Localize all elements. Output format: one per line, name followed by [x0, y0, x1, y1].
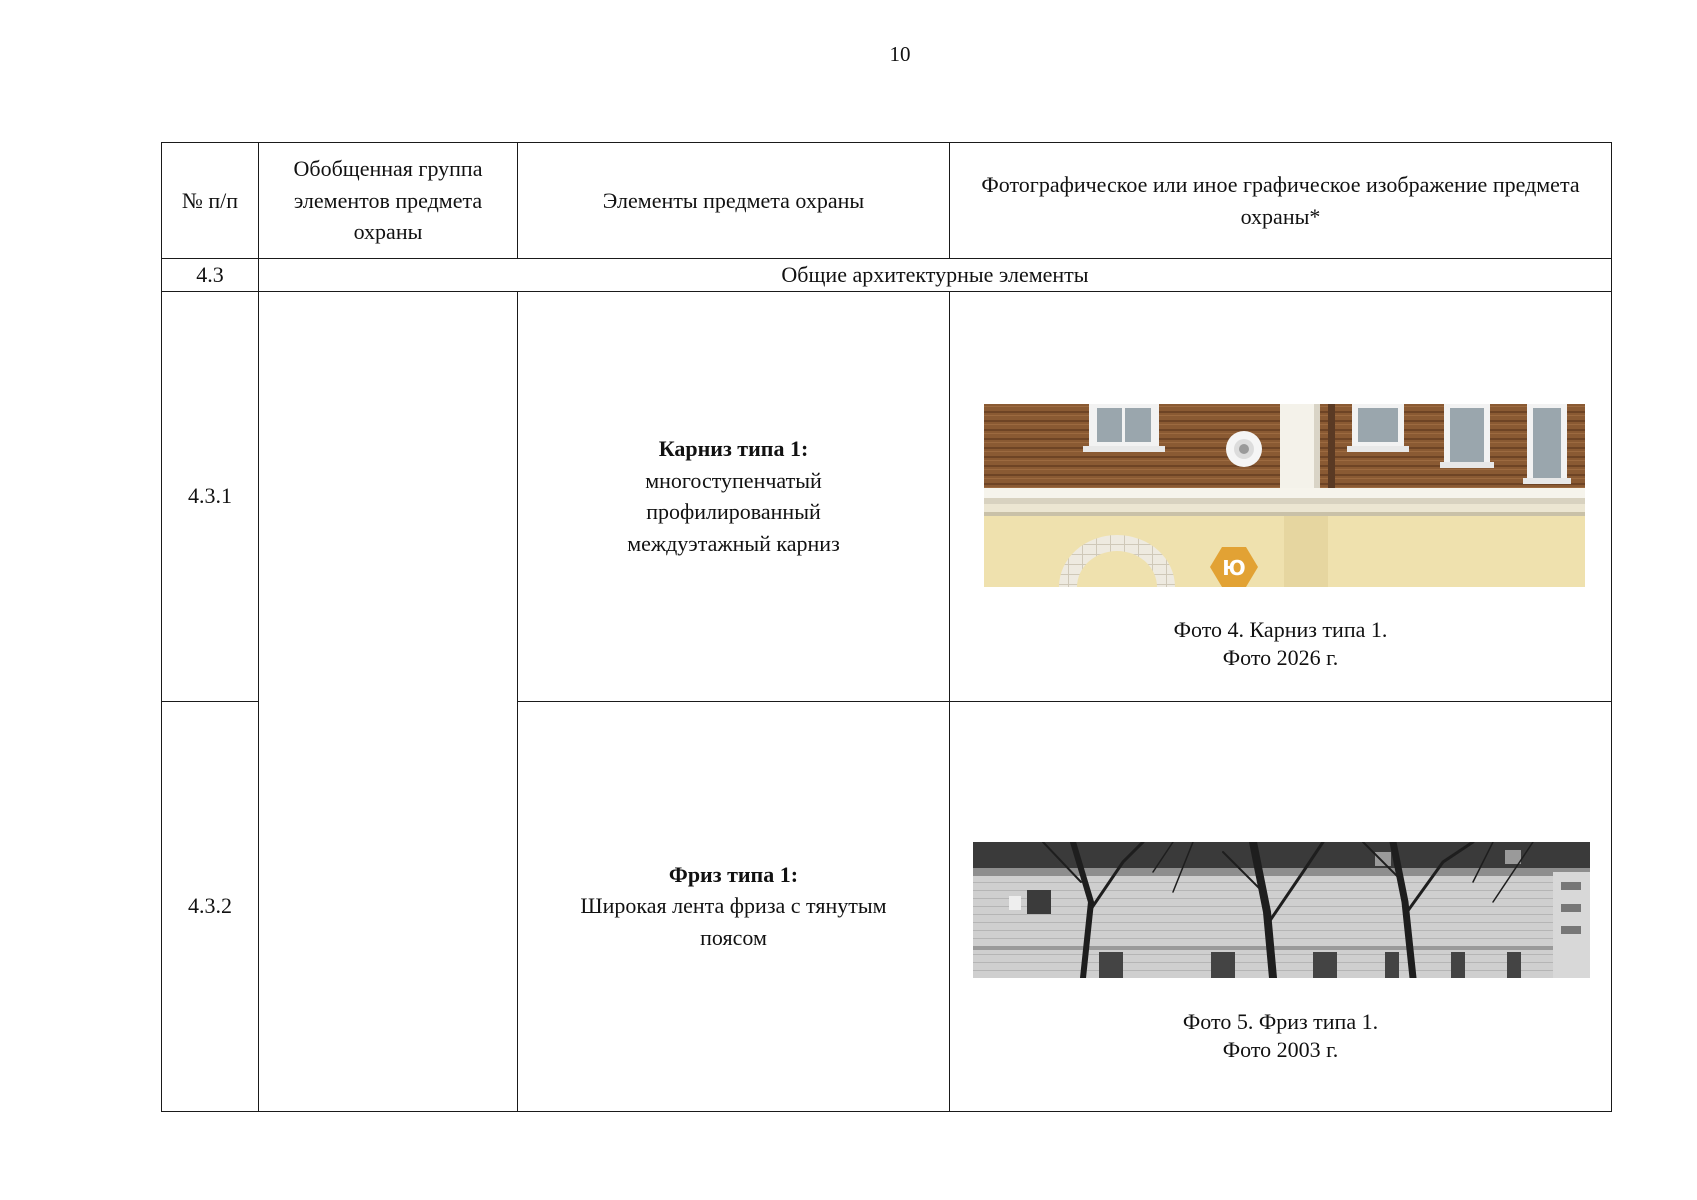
section-row	[162, 259, 1612, 292]
photo-caption	[950, 1008, 1611, 1063]
table-header-row	[162, 143, 1612, 259]
section-title: Общие архитектурные элементы	[259, 259, 1612, 292]
photo-cell	[950, 291, 1612, 701]
element-cell	[518, 291, 950, 701]
header-elements: Элементы предмета охраны	[518, 143, 950, 259]
caption-line-1: Фото 5. Фриз типа 1.	[1182, 1009, 1379, 1035]
protection-table	[161, 142, 1612, 1112]
element-title: Карниз типа 1:	[658, 435, 809, 461]
table-row	[162, 291, 1612, 701]
element-cell	[518, 701, 950, 1111]
section-num: 4.3	[162, 259, 259, 292]
element-title: Фриз типа 1:	[668, 861, 799, 887]
caption-line-2: Фото 2026 г.	[1222, 644, 1339, 670]
photo-caption	[950, 616, 1611, 671]
sign-text: Ю	[1222, 556, 1246, 581]
header-group: Обобщенная группа элементов предмета охраны	[259, 143, 518, 259]
element-description: Широкая лента фриза с тянутым поясом	[580, 893, 887, 951]
frieze-photo	[973, 842, 1590, 978]
page-number: 10	[889, 42, 911, 66]
photo-cell	[950, 701, 1612, 1111]
header-num: № п/п	[162, 143, 259, 259]
group-cell	[259, 291, 518, 1111]
caption-line-1: Фото 4. Карниз типа 1.	[1173, 617, 1388, 643]
cornice-photo	[984, 404, 1585, 587]
element-description: многоступенчатый профилированный междуэтажный карниз	[627, 467, 840, 557]
row-num: 4.3.2	[162, 701, 259, 1111]
row-num: 4.3.1	[162, 291, 259, 701]
header-photo: Фотографическое или иное графическое изображение предмета охраны*	[950, 143, 1612, 259]
caption-line-2: Фото 2003 г.	[1222, 1036, 1339, 1062]
